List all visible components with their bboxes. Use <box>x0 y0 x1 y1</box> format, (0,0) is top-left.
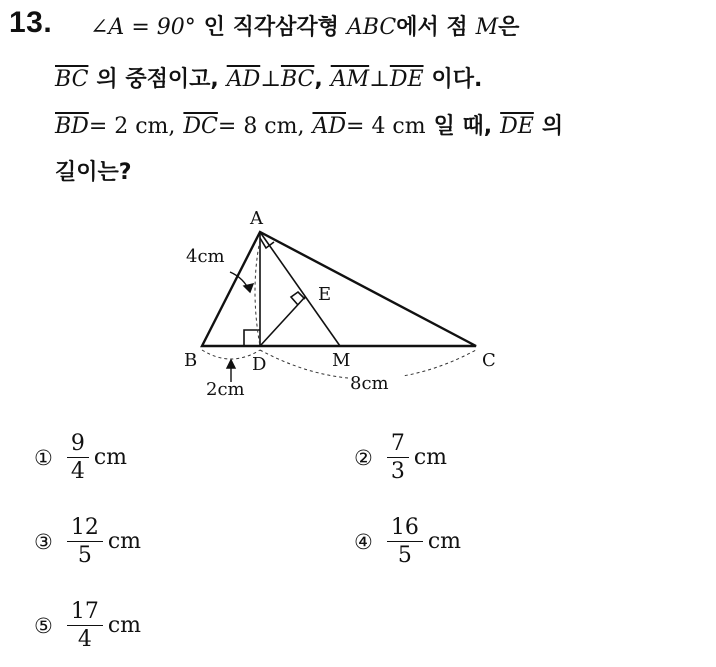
segment-ad: $\overline{AD}$ <box>226 67 261 92</box>
length-value: = 2 cm, <box>88 114 176 139</box>
fraction-denominator: 5 <box>397 543 412 569</box>
question-text: 의 중점이고, <box>96 67 219 92</box>
label-m: M <box>332 350 351 371</box>
question-text: 의 <box>541 114 564 139</box>
perpendicular-symbol: ⊥ <box>260 67 281 92</box>
fraction <box>387 432 409 483</box>
choice-2[interactable] <box>354 432 447 483</box>
choice-marker: ① <box>34 445 53 470</box>
fraction <box>387 516 423 567</box>
triangle-name: ABC <box>346 15 397 40</box>
label-b: B <box>184 350 198 371</box>
triangle-outline <box>202 232 476 346</box>
length-value: = 8 cm, <box>217 114 305 139</box>
question-text: 인 직각삼각형 <box>203 15 339 40</box>
question-text: 일 때, <box>433 114 493 139</box>
choice-marker: ④ <box>354 529 373 554</box>
choice-4[interactable] <box>354 516 461 567</box>
fraction-numerator: 17 <box>67 600 103 626</box>
comma: , <box>314 67 323 92</box>
question-line-3 <box>55 109 563 140</box>
fraction-numerator: 7 <box>387 432 409 458</box>
segment-de: $\overline{DE}$ <box>389 67 424 92</box>
question-text: 에서 점 <box>396 15 468 40</box>
choice-1[interactable] <box>34 432 127 483</box>
label-a: A <box>250 208 263 229</box>
label-c: C <box>482 350 496 371</box>
unit: cm <box>427 529 462 555</box>
segment-bc: $\overline{BC}$ <box>55 67 89 92</box>
choice-marker: ② <box>354 445 373 470</box>
choice-5[interactable] <box>34 600 141 651</box>
point-name: M <box>475 15 499 40</box>
fraction-numerator: 16 <box>387 516 423 542</box>
question-line-1 <box>90 10 519 41</box>
question-text: 이다. <box>431 67 483 92</box>
segment-de: $\overline{DE}$ <box>500 114 534 139</box>
label-ad-length: 4cm <box>186 246 225 267</box>
unit: cm <box>93 445 128 471</box>
label-bd-length: 2cm <box>206 379 245 400</box>
fraction <box>67 516 103 567</box>
label-d: D <box>252 354 267 375</box>
question-text: 은 <box>498 15 520 40</box>
arrow-head <box>227 360 235 368</box>
segment-bd: $\overline{BD}$ <box>55 114 89 139</box>
fraction-denominator: 4 <box>77 627 92 653</box>
segment-am: $\overline{AM}$ <box>330 67 370 92</box>
segment-dc: $\overline{DC}$ <box>183 114 218 139</box>
arrow-head <box>244 284 253 292</box>
unit: cm <box>413 445 448 471</box>
choice-marker: ⑤ <box>34 613 53 638</box>
question-number: 13. <box>9 6 53 39</box>
fraction-numerator: 9 <box>67 432 89 458</box>
fraction-numerator: 12 <box>67 516 103 542</box>
length-value: = 4 cm <box>346 114 426 139</box>
triangle-figure <box>180 200 520 410</box>
choice-3[interactable] <box>34 516 141 567</box>
angle-expression: ∠A = 90° <box>90 15 196 40</box>
fraction-denominator: 5 <box>77 543 92 569</box>
label-dc-length: 8cm <box>350 373 389 394</box>
fraction-denominator: 3 <box>390 459 405 485</box>
fraction-denominator: 4 <box>70 459 85 485</box>
question-line-4: 길이는? <box>55 160 132 185</box>
fraction <box>67 432 89 483</box>
question-line-2 <box>55 62 482 93</box>
choice-marker: ③ <box>34 529 53 554</box>
segment-bc: $\overline{BC}$ <box>280 67 315 92</box>
fraction <box>67 600 103 651</box>
label-e: E <box>318 284 332 305</box>
segment-ad: $\overline{AD}$ <box>312 114 347 139</box>
perpendicular-symbol: ⊥ <box>369 67 390 92</box>
unit: cm <box>107 613 142 639</box>
unit: cm <box>107 529 142 555</box>
